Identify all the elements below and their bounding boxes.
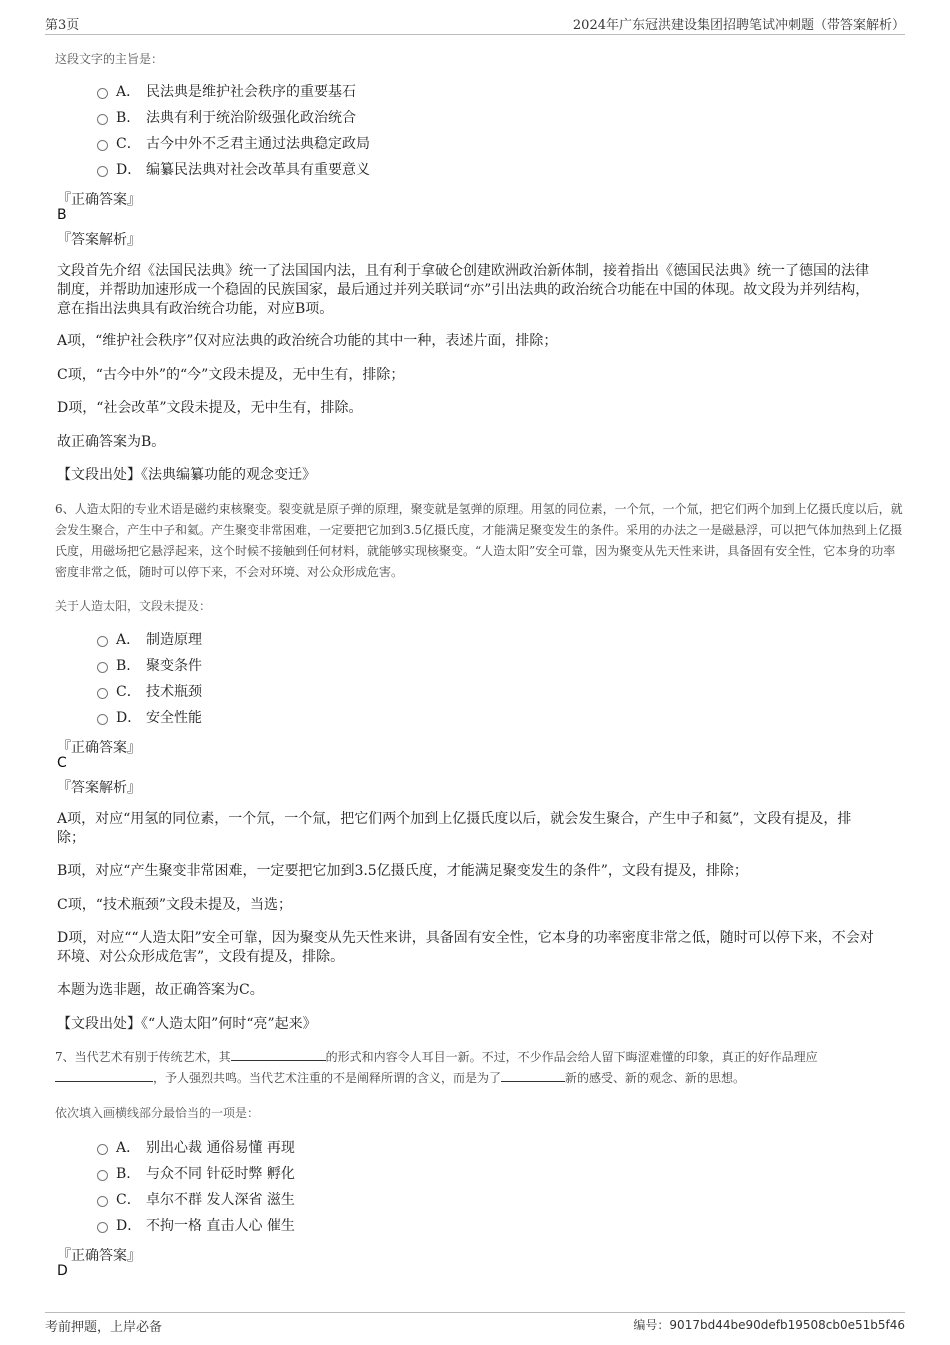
radio-icon[interactable] xyxy=(97,662,108,673)
document-id: 编号：9017bd44be90defb19508cb0e51b5f46 xyxy=(633,1318,905,1332)
q7-answer-label: 『正确答案』 xyxy=(57,1248,141,1264)
q5-analysis-d: D项，“社会改革”文段未提及，无中生有，排除。 xyxy=(57,400,363,416)
q7-option-c[interactable]: C． 卓尔不群 发人深省 滋生 xyxy=(97,1190,295,1210)
q6-analysis-b: B项，对应“产生聚变非常困难，一定要把它加到3.5亿摄氏度，才能满足聚变发生的条件”，文段有提及，排除； xyxy=(57,863,748,879)
footer-slogan: 考前押题，上岸必备 xyxy=(45,1320,163,1335)
q5-option-a[interactable]: A． 民法典是维护社会秩序的重要基石 xyxy=(97,82,356,102)
q5-analysis-a: A项，“维护社会秩序”仅对应法典的政治统合功能的其中一种，表述片面，排除； xyxy=(57,333,558,349)
q7-option-b[interactable]: B. 与众不同 针砭时弊 孵化 xyxy=(97,1164,295,1184)
q6-analysis-d: D项，对应““人造太阳”安全可靠，因为聚变从先天性来讲，具备固有安全性，它本身的功率密度非常之低，随时可以停下来，不会对环境、对公众形成危害”，文段有提及，排除。 xyxy=(57,930,874,965)
radio-icon[interactable] xyxy=(97,1144,108,1155)
q5-conclusion: 故正确答案为B。 xyxy=(57,434,166,450)
document-title: 2024年广东冠洪建设集团招聘笔试冲刺题（带答案解析） xyxy=(572,18,905,33)
q5-answer: B xyxy=(57,207,67,223)
page-footer xyxy=(45,1312,905,1335)
q5-prompt: 这段文字的主旨是： xyxy=(55,52,164,66)
q5-option-b[interactable]: B. 法典有利于统治阶级强化政治统合 xyxy=(97,108,356,128)
q7-option-a[interactable]: A． 别出心裁 通俗易懂 再现 xyxy=(97,1138,295,1158)
q6-option-b[interactable]: B. 聚变条件 xyxy=(97,656,202,676)
q6-answer-label: 『正确答案』 xyxy=(57,740,141,756)
q5-analysis-label: 『答案解析』 xyxy=(57,232,141,248)
radio-icon[interactable] xyxy=(97,88,108,99)
q5-option-d[interactable]: D． 编纂民法典对社会改革具有重要意义 xyxy=(97,160,370,180)
fill-blank-1[interactable] xyxy=(231,1048,326,1061)
radio-icon[interactable] xyxy=(97,1196,108,1207)
q6-analysis-a: A项，对应“用氢的同位素，一个氘，一个氚，把它们两个加到上亿摄氏度以后，就会发生聚合，产生中子和氦”，文段有提及，排除； xyxy=(57,811,852,846)
q7-prompt: 依次填入画横线部分最恰当的一项是： xyxy=(55,1106,260,1120)
q6-analysis-c: C项，“技术瓶颈”文段未提及，当选； xyxy=(57,897,293,913)
radio-icon[interactable] xyxy=(97,688,108,699)
radio-icon[interactable] xyxy=(97,714,108,725)
radio-icon[interactable] xyxy=(97,140,108,151)
q5-answer-label: 『正确答案』 xyxy=(57,192,141,208)
fill-blank-3[interactable] xyxy=(501,1069,565,1082)
q6-option-d[interactable]: D． 安全性能 xyxy=(97,708,202,728)
fill-blank-2[interactable] xyxy=(55,1069,153,1082)
radio-icon[interactable] xyxy=(97,1222,108,1233)
radio-icon[interactable] xyxy=(97,1170,108,1181)
q6-answer: C xyxy=(57,755,67,771)
q6-option-a[interactable]: A． 制造原理 xyxy=(97,630,202,650)
page-number: 第3页 xyxy=(45,18,80,33)
q6-stem: 6、人造太阳的专业术语是磁约束核聚变。裂变就是原子弹的原理，聚变就是氢弹的原理。用氢的同位素，一个氘，一个氚，把它们两个加到上亿摄氏度以后，就会发生聚合，产生中子和氦。产生聚变非常困难，一定要把它加到3.5亿摄氏度，才能满足聚变发生的条件。采用的办法之一是磁悬浮，可以把气体加热到上亿摄氏度，用磁场把它悬浮起来，这个时候不接触到任何材料，就能够实现核聚变。“人造太阳”安全可靠，因为聚变从先天性来讲，具备固有安全性，它本身的功率密度非常之低，随时可以停下来，不会对环境、对公众形成危害。 xyxy=(55,502,903,579)
radio-icon[interactable] xyxy=(97,636,108,647)
q6-analysis-label: 『答案解析』 xyxy=(57,780,141,796)
q5-analysis-main: 文段首先介绍《法国民法典》统一了法国国内法，且有利于拿破仑创建欧洲政治新体制，接着指出《德国民法典》统一了德国的法律制度，并帮助加速形成一个稳固的民族国家，最后通过并列关联词“亦”引出法典的政治统合功能在中国的体现。故文段为并列结构，意在指出法典具有政治统合功能，对应B项。 xyxy=(57,263,870,317)
radio-icon[interactable] xyxy=(97,114,108,125)
q5-analysis-c: C项，“古今中外”的“今”文段未提及，无中生有，排除； xyxy=(57,367,405,383)
q7-answer: D xyxy=(57,1263,68,1279)
q6-source: 【文段出处】《“人造太阳”何时“亮”起来》 xyxy=(57,1016,317,1032)
q5-source: 【文段出处】《法典编纂功能的观念变迁》 xyxy=(57,467,316,483)
radio-icon[interactable] xyxy=(97,166,108,177)
q6-conclusion: 本题为选非题，故正确答案为C。 xyxy=(57,982,264,998)
page-header xyxy=(45,14,905,35)
q6-option-c[interactable]: C． 技术瓶颈 xyxy=(97,682,202,702)
q7-option-d[interactable]: D． 不拘一格 直击人心 催生 xyxy=(97,1216,295,1236)
q6-prompt: 关于人造太阳，文段未提及： xyxy=(55,599,212,613)
q7-stem: 7、当代艺术有别于传统艺术，其 的形式和内容令人耳目一新。不过，不少作品会给人留下晦涩难懂的印象，真正的好作品理应，予人强烈共鸣。当代艺术注重的不是阐释所谓的含义，而是为了 新的感受、新的观念、新的思想。 xyxy=(55,1050,818,1085)
q5-option-c[interactable]: C． 古今中外不乏君主通过法典稳定政局 xyxy=(97,134,370,154)
